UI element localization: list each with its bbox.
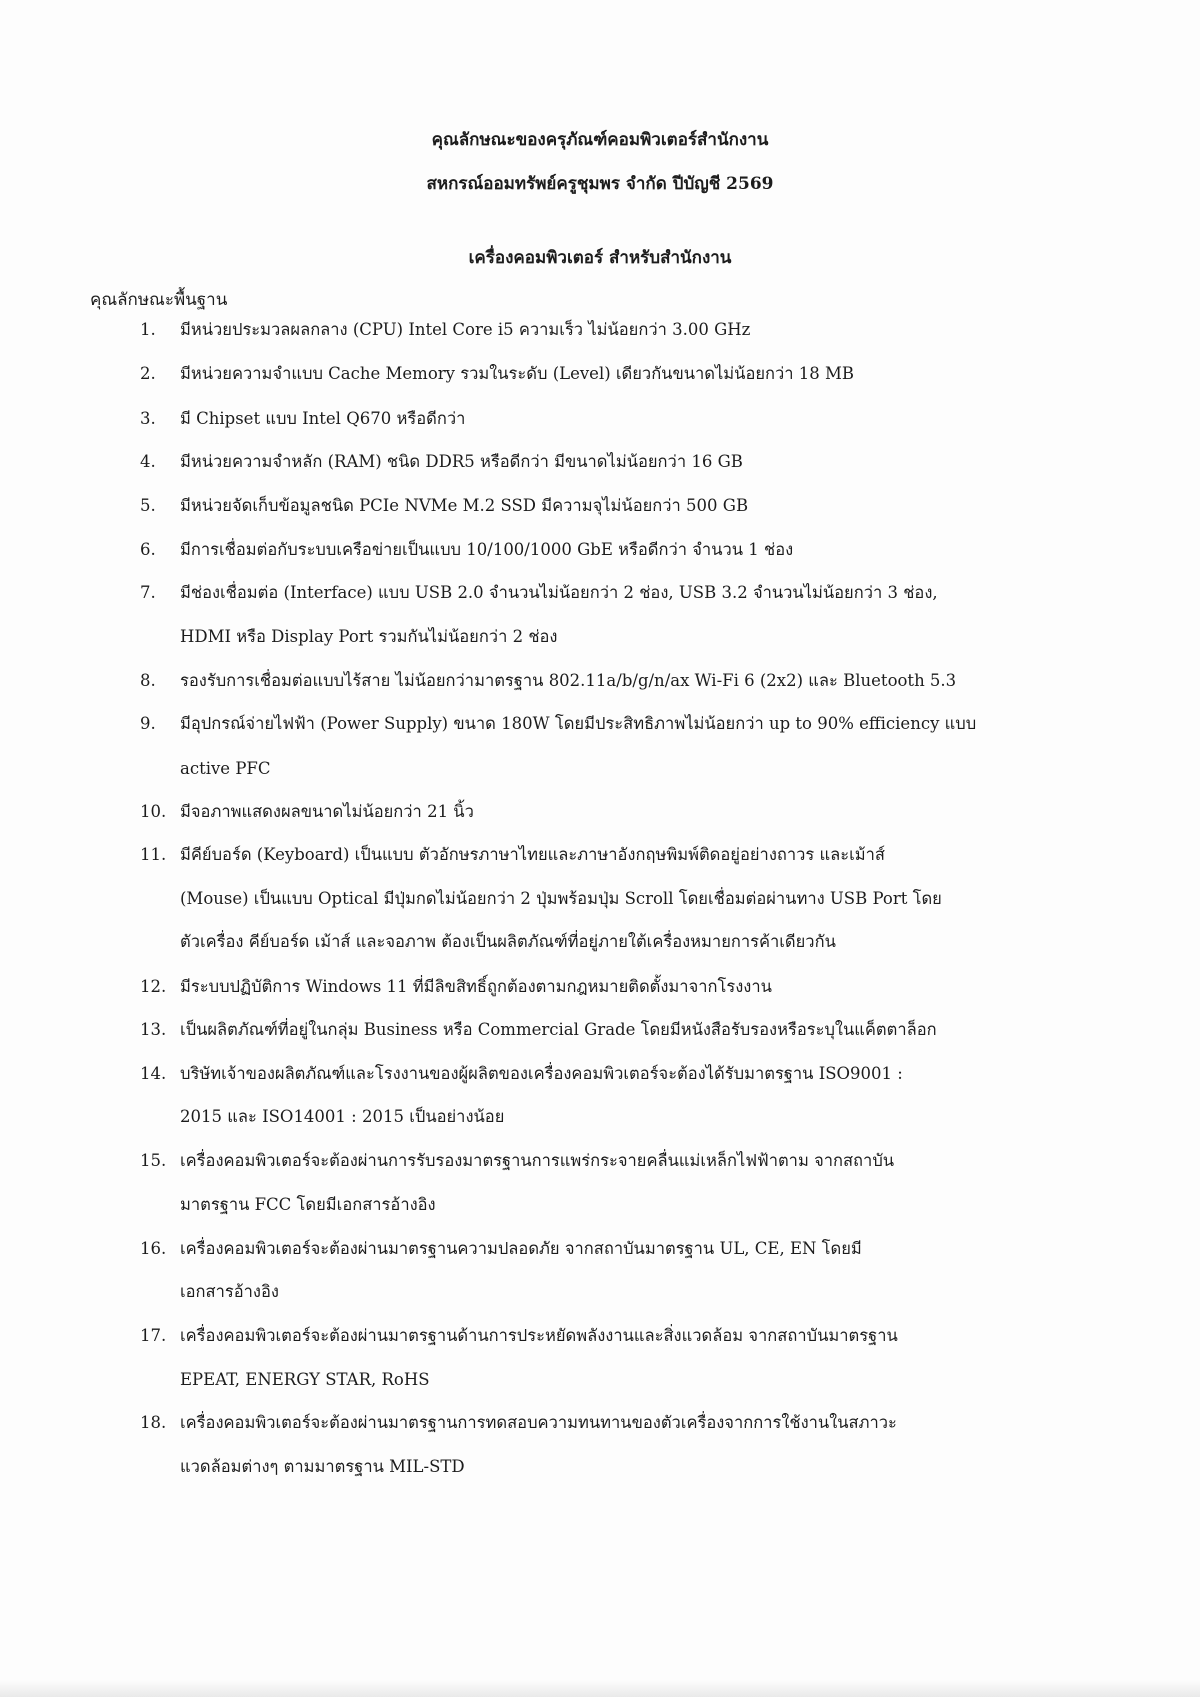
list-item-text: แวดล้อมต่างๆ ตามมาตรฐาน MIL-STD xyxy=(180,1457,465,1476)
list-item-text: มีช่องเชื่อมต่อ (Interface) แบบ USB 2.0 จำนวนไม่น้อยกว่า 2 ช่อง, USB 3.2 จำนวนไม่น้อยกว่า 3 ช่อง, xyxy=(180,583,938,602)
list-item-number: 6. xyxy=(140,540,156,559)
list-item-text: มีหน่วยความจำหลัก (RAM) ชนิด DDR5 หรือดีกว่า มีขนาดไม่น้อยกว่า 16 GB xyxy=(180,452,743,471)
list-item-number: 1. xyxy=(140,320,156,339)
list-item-text: HDMI หรือ Display Port รวมกันไม่น้อยกว่า 2 ช่อง xyxy=(180,627,558,646)
list-item-text: บริษัทเจ้าของผลิตภัณฑ์และโรงงานของผู้ผลิตของเครื่องคอมพิวเตอร์จะต้องได้รับมาตรฐาน ISO9001 : xyxy=(180,1064,903,1083)
scan-edge xyxy=(0,1680,1200,1697)
list-item-number: 15. xyxy=(140,1151,167,1170)
list-item-text: มีคีย์บอร์ด (Keyboard) เป็นแบบ ตัวอักษรภาษาไทยและภาษาอังกฤษพิมพ์ติดอยู่อย่างถาวร และเม้าส์ xyxy=(180,845,885,864)
list-item-number: 9. xyxy=(140,714,156,733)
list-item-number: 17. xyxy=(140,1326,167,1345)
list-item-text: เป็นผลิตภัณฑ์ที่อยู่ในกลุ่ม Business หรือ Commercial Grade โดยมีหนังสือรับรองหรือระบุในแค็ตตาล็อก xyxy=(180,1020,937,1039)
list-item-number: 5. xyxy=(140,496,156,515)
list-item-text: มีหน่วยความจำแบบ Cache Memory รวมในระดับ (Level) เดียวกันขนาดไม่น้อยกว่า 18 MB xyxy=(180,364,855,383)
list-item-text: มีหน่วยประมวลผลกลาง (CPU) Intel Core i5 ความเร็ว ไม่น้อยกว่า 3.00 GHz xyxy=(180,320,751,339)
list-item-number: 18. xyxy=(140,1413,167,1432)
list-item-number: 8. xyxy=(140,671,156,690)
list-item-text: เครื่องคอมพิวเตอร์จะต้องผ่านมาตรฐานการทดสอบความทนทานของตัวเครื่องจากการใช้งานในสภาวะ xyxy=(180,1413,897,1432)
list-item-text: มีการเชื่อมต่อกับระบบเครือข่ายเป็นแบบ 10/100/1000 GbE หรือดีกว่า จำนวน 1 ช่อง xyxy=(180,540,794,559)
list-item-number: 16. xyxy=(140,1239,167,1258)
list-item-text: มีหน่วยจัดเก็บข้อมูลชนิด PCIe NVMe M.2 SSD มีความจุไม่น้อยกว่า 500 GB xyxy=(180,496,749,515)
list-item-number: 10. xyxy=(140,802,167,821)
list-item-text: เอกสารอ้างอิง xyxy=(180,1282,279,1301)
section-label: คุณลักษณะพื้นฐาน xyxy=(90,290,228,310)
list-item-text: รองรับการเชื่อมต่อแบบไร้สาย ไม่น้อยกว่ามาตรฐาน 802.11a/b/g/n/ax Wi-Fi 6 (2x2) และ Bluetooth 5.3 xyxy=(180,671,957,690)
list-item-text: 2015 และ ISO14001 : 2015 เป็นอย่างน้อย xyxy=(180,1107,505,1126)
list-item-text: active PFC xyxy=(180,759,271,778)
list-item-text: EPEAT, ENERGY STAR, RoHS xyxy=(180,1370,430,1389)
document-title: คุณลักษณะของครุภัณฑ์คอมพิวเตอร์สำนักงาน xyxy=(431,130,769,150)
list-item-number: 4. xyxy=(140,452,156,471)
list-item-number: 12. xyxy=(140,977,167,996)
list-item-text: ตัวเครื่อง คีย์บอร์ด เม้าส์ และจอภาพ ต้องเป็นผลิตภัณฑ์ที่อยู่ภายใต้เครื่องหมายการค้าเดียวกัน xyxy=(180,932,836,951)
list-item-text: เครื่องคอมพิวเตอร์จะต้องผ่านมาตรฐานด้านการประหยัดพลังงานและสิ่งแวดล้อม จากสถาบันมาตรฐาน xyxy=(180,1326,898,1345)
list-item-text: มาตรฐาน FCC โดยมีเอกสารอ้างอิง xyxy=(180,1195,436,1214)
list-item-text: มีอุปกรณ์จ่ายไฟฟ้า (Power Supply) ขนาด 180W โดยมีประสิทธิภาพไม่น้อยกว่า up to 90% efficiency แบบ xyxy=(180,714,977,733)
list-item-number: 14. xyxy=(140,1064,167,1083)
list-item-number: 13. xyxy=(140,1020,167,1039)
list-item-number: 7. xyxy=(140,583,156,602)
list-item-text: เครื่องคอมพิวเตอร์จะต้องผ่านการรับรองมาตรฐานการแพร่กระจายคลื่นแม่เหล็กไฟฟ้าตาม จากสถาบัน xyxy=(180,1151,895,1170)
list-item-number: 2. xyxy=(140,364,156,383)
list-item-number: 11. xyxy=(140,845,167,864)
list-item-text: (Mouse) เป็นแบบ Optical มีปุ่มกดไม่น้อยกว่า 2 ปุ่มพร้อมปุ่ม Scroll โดยเชื่อมต่อผ่านทาง USB Port โดย xyxy=(180,889,942,908)
list-item-text: เครื่องคอมพิวเตอร์จะต้องผ่านมาตรฐานความปลอดภัย จากสถาบันมาตรฐาน UL, CE, EN โดยมี xyxy=(180,1239,862,1258)
document-subtitle: เครื่องคอมพิวเตอร์ สำหรับสำนักงาน xyxy=(468,248,732,268)
list-item-text: มีจอภาพแสดงผลขนาดไม่น้อยกว่า 21 นิ้ว xyxy=(180,802,474,821)
list-item-number: 3. xyxy=(140,409,156,428)
document-organization: สหกรณ์ออมทรัพย์ครูชุมพร จำกัด ปีบัญชี 2569 xyxy=(426,174,774,194)
list-item-text: มีระบบปฏิบัติการ Windows 11 ที่มีลิขสิทธิ์ถูกต้องตามกฎหมายติดตั้งมาจากโรงงาน xyxy=(180,977,772,996)
list-item-text: มี Chipset แบบ Intel Q670 หรือดีกว่า xyxy=(180,409,466,428)
